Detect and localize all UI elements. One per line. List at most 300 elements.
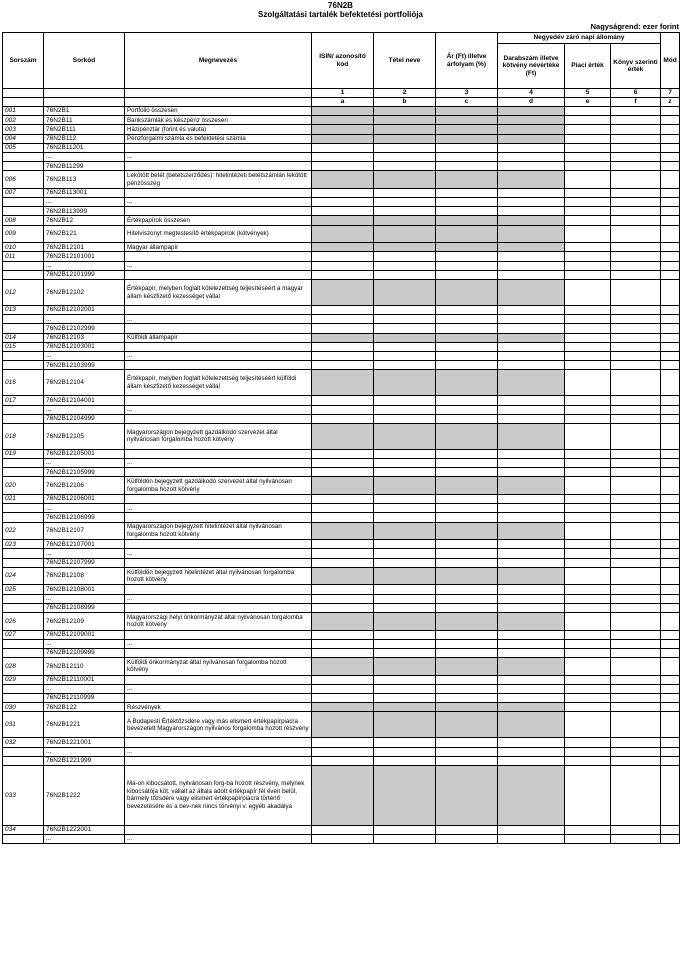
value-cell[interactable] [565, 116, 611, 125]
value-cell[interactable] [374, 630, 436, 639]
value-cell[interactable] [565, 756, 611, 765]
value-cell[interactable] [312, 712, 374, 738]
value-cell[interactable] [374, 513, 436, 522]
value-cell[interactable] [498, 423, 565, 449]
value-cell[interactable] [374, 747, 436, 756]
value-cell[interactable] [498, 370, 565, 396]
value-cell[interactable] [565, 351, 611, 360]
value-cell[interactable] [661, 765, 680, 825]
value-cell[interactable] [498, 143, 565, 152]
value-cell[interactable] [498, 198, 565, 207]
value-cell[interactable] [611, 280, 661, 306]
value-cell[interactable] [565, 107, 611, 116]
value-cell[interactable] [661, 261, 680, 270]
value-cell[interactable] [661, 134, 680, 143]
value-cell[interactable] [498, 513, 565, 522]
value-cell[interactable] [498, 125, 565, 134]
value-cell[interactable] [436, 495, 498, 504]
value-cell[interactable] [436, 558, 498, 567]
value-cell[interactable] [374, 648, 436, 657]
value-cell[interactable] [374, 504, 436, 513]
value-cell[interactable] [436, 152, 498, 161]
value-cell[interactable] [498, 567, 565, 585]
value-cell[interactable] [312, 684, 374, 693]
value-cell[interactable] [661, 243, 680, 252]
value-cell[interactable] [498, 765, 565, 825]
value-cell[interactable] [374, 324, 436, 333]
value-cell[interactable] [374, 207, 436, 216]
value-cell[interactable] [436, 116, 498, 125]
value-cell[interactable] [312, 351, 374, 360]
value-cell[interactable] [374, 270, 436, 279]
value-cell[interactable] [565, 648, 611, 657]
value-cell[interactable] [312, 207, 374, 216]
value-cell[interactable] [312, 585, 374, 594]
value-cell[interactable] [498, 703, 565, 712]
value-cell[interactable] [498, 405, 565, 414]
value-cell[interactable] [611, 152, 661, 161]
value-cell[interactable] [611, 513, 661, 522]
value-cell[interactable] [498, 738, 565, 747]
value-cell[interactable] [312, 116, 374, 125]
value-cell[interactable] [498, 280, 565, 306]
value-cell[interactable] [611, 143, 661, 152]
value-cell[interactable] [312, 694, 374, 703]
value-cell[interactable] [661, 675, 680, 684]
value-cell[interactable] [312, 171, 374, 189]
value-cell[interactable] [611, 270, 661, 279]
value-cell[interactable] [611, 603, 661, 612]
value-cell[interactable] [498, 459, 565, 468]
value-cell[interactable] [565, 495, 611, 504]
value-cell[interactable] [374, 468, 436, 477]
value-cell[interactable] [436, 261, 498, 270]
value-cell[interactable] [374, 423, 436, 449]
value-cell[interactable] [498, 449, 565, 458]
value-cell[interactable] [611, 558, 661, 567]
value-cell[interactable] [661, 280, 680, 306]
value-cell[interactable] [312, 333, 374, 342]
value-cell[interactable] [498, 270, 565, 279]
value-cell[interactable] [661, 630, 680, 639]
value-cell[interactable] [436, 513, 498, 522]
value-cell[interactable] [436, 270, 498, 279]
value-cell[interactable] [498, 207, 565, 216]
value-cell[interactable] [498, 834, 565, 843]
value-cell[interactable] [312, 658, 374, 676]
value-cell[interactable] [661, 361, 680, 370]
value-cell[interactable] [498, 648, 565, 657]
value-cell[interactable] [661, 116, 680, 125]
value-cell[interactable] [611, 198, 661, 207]
value-cell[interactable] [611, 361, 661, 370]
value-cell[interactable] [661, 324, 680, 333]
value-cell[interactable] [374, 252, 436, 261]
value-cell[interactable] [374, 333, 436, 342]
value-cell[interactable] [374, 449, 436, 458]
value-cell[interactable] [436, 342, 498, 351]
value-cell[interactable] [565, 504, 611, 513]
value-cell[interactable] [565, 834, 611, 843]
value-cell[interactable] [436, 594, 498, 603]
value-cell[interactable] [611, 468, 661, 477]
value-cell[interactable] [498, 639, 565, 648]
value-cell[interactable] [374, 825, 436, 834]
value-cell[interactable] [498, 504, 565, 513]
value-cell[interactable] [436, 459, 498, 468]
value-cell[interactable] [436, 280, 498, 306]
value-cell[interactable] [611, 171, 661, 189]
value-cell[interactable] [611, 459, 661, 468]
value-cell[interactable] [611, 495, 661, 504]
value-cell[interactable] [436, 361, 498, 370]
value-cell[interactable] [565, 459, 611, 468]
value-cell[interactable] [611, 351, 661, 360]
value-cell[interactable] [312, 756, 374, 765]
value-cell[interactable] [374, 261, 436, 270]
value-cell[interactable] [374, 603, 436, 612]
value-cell[interactable] [312, 125, 374, 134]
value-cell[interactable] [611, 567, 661, 585]
value-cell[interactable] [374, 459, 436, 468]
value-cell[interactable] [565, 162, 611, 171]
value-cell[interactable] [312, 225, 374, 243]
value-cell[interactable] [611, 315, 661, 324]
value-cell[interactable] [374, 712, 436, 738]
value-cell[interactable] [436, 125, 498, 134]
value-cell[interactable] [436, 143, 498, 152]
value-cell[interactable] [312, 449, 374, 458]
value-cell[interactable] [312, 513, 374, 522]
value-cell[interactable] [312, 522, 374, 540]
value-cell[interactable] [565, 198, 611, 207]
value-cell[interactable] [565, 188, 611, 197]
value-cell[interactable] [661, 252, 680, 261]
value-cell[interactable] [565, 630, 611, 639]
value-cell[interactable] [661, 143, 680, 152]
value-cell[interactable] [611, 449, 661, 458]
value-cell[interactable] [565, 694, 611, 703]
value-cell[interactable] [661, 703, 680, 712]
value-cell[interactable] [436, 414, 498, 423]
value-cell[interactable] [498, 171, 565, 189]
value-cell[interactable] [436, 324, 498, 333]
value-cell[interactable] [661, 504, 680, 513]
value-cell[interactable] [661, 747, 680, 756]
value-cell[interactable] [565, 280, 611, 306]
value-cell[interactable] [565, 225, 611, 243]
value-cell[interactable] [374, 315, 436, 324]
value-cell[interactable] [661, 423, 680, 449]
value-cell[interactable] [312, 468, 374, 477]
value-cell[interactable] [374, 116, 436, 125]
value-cell[interactable] [498, 351, 565, 360]
value-cell[interactable] [661, 684, 680, 693]
value-cell[interactable] [661, 540, 680, 549]
value-cell[interactable] [374, 396, 436, 405]
value-cell[interactable] [436, 567, 498, 585]
value-cell[interactable] [611, 414, 661, 423]
value-cell[interactable] [498, 107, 565, 116]
value-cell[interactable] [312, 152, 374, 161]
value-cell[interactable] [312, 280, 374, 306]
value-cell[interactable] [312, 143, 374, 152]
value-cell[interactable] [436, 648, 498, 657]
value-cell[interactable] [565, 324, 611, 333]
value-cell[interactable] [661, 513, 680, 522]
value-cell[interactable] [498, 540, 565, 549]
value-cell[interactable] [661, 171, 680, 189]
value-cell[interactable] [611, 585, 661, 594]
value-cell[interactable] [498, 630, 565, 639]
value-cell[interactable] [498, 414, 565, 423]
value-cell[interactable] [611, 125, 661, 134]
value-cell[interactable] [565, 639, 611, 648]
value-cell[interactable] [661, 585, 680, 594]
value-cell[interactable] [312, 134, 374, 143]
value-cell[interactable] [312, 188, 374, 197]
value-cell[interactable] [312, 370, 374, 396]
value-cell[interactable] [436, 396, 498, 405]
value-cell[interactable] [312, 612, 374, 630]
value-cell[interactable] [374, 306, 436, 315]
value-cell[interactable] [374, 125, 436, 134]
value-cell[interactable] [611, 342, 661, 351]
value-cell[interactable] [611, 747, 661, 756]
value-cell[interactable] [565, 540, 611, 549]
value-cell[interactable] [436, 504, 498, 513]
value-cell[interactable] [312, 162, 374, 171]
value-cell[interactable] [661, 414, 680, 423]
value-cell[interactable] [498, 261, 565, 270]
value-cell[interactable] [661, 333, 680, 342]
value-cell[interactable] [436, 612, 498, 630]
value-cell[interactable] [661, 405, 680, 414]
value-cell[interactable] [436, 333, 498, 342]
value-cell[interactable] [436, 756, 498, 765]
value-cell[interactable] [498, 603, 565, 612]
value-cell[interactable] [611, 675, 661, 684]
value-cell[interactable] [374, 162, 436, 171]
value-cell[interactable] [611, 694, 661, 703]
value-cell[interactable] [374, 107, 436, 116]
value-cell[interactable] [312, 540, 374, 549]
value-cell[interactable] [661, 738, 680, 747]
value-cell[interactable] [312, 361, 374, 370]
value-cell[interactable] [436, 370, 498, 396]
value-cell[interactable] [312, 639, 374, 648]
value-cell[interactable] [498, 594, 565, 603]
value-cell[interactable] [611, 423, 661, 449]
value-cell[interactable] [498, 522, 565, 540]
value-cell[interactable] [498, 324, 565, 333]
value-cell[interactable] [565, 152, 611, 161]
value-cell[interactable] [565, 216, 611, 225]
value-cell[interactable] [374, 477, 436, 495]
value-cell[interactable] [312, 648, 374, 657]
value-cell[interactable] [312, 603, 374, 612]
value-cell[interactable] [565, 612, 611, 630]
value-cell[interactable] [436, 585, 498, 594]
value-cell[interactable] [565, 171, 611, 189]
value-cell[interactable] [565, 243, 611, 252]
value-cell[interactable] [374, 414, 436, 423]
value-cell[interactable] [611, 333, 661, 342]
value-cell[interactable] [498, 243, 565, 252]
value-cell[interactable] [611, 261, 661, 270]
value-cell[interactable] [436, 694, 498, 703]
value-cell[interactable] [661, 712, 680, 738]
value-cell[interactable] [611, 594, 661, 603]
value-cell[interactable] [565, 594, 611, 603]
value-cell[interactable] [565, 567, 611, 585]
value-cell[interactable] [498, 675, 565, 684]
value-cell[interactable] [611, 639, 661, 648]
value-cell[interactable] [436, 712, 498, 738]
value-cell[interactable] [312, 396, 374, 405]
value-cell[interactable] [312, 414, 374, 423]
value-cell[interactable] [661, 459, 680, 468]
value-cell[interactable] [611, 765, 661, 825]
value-cell[interactable] [661, 603, 680, 612]
value-cell[interactable] [436, 477, 498, 495]
value-cell[interactable] [498, 342, 565, 351]
value-cell[interactable] [374, 658, 436, 676]
value-cell[interactable] [498, 495, 565, 504]
value-cell[interactable] [436, 747, 498, 756]
value-cell[interactable] [661, 756, 680, 765]
value-cell[interactable] [611, 703, 661, 712]
value-cell[interactable] [436, 549, 498, 558]
value-cell[interactable] [374, 694, 436, 703]
value-cell[interactable] [565, 558, 611, 567]
value-cell[interactable] [312, 747, 374, 756]
value-cell[interactable] [661, 107, 680, 116]
value-cell[interactable] [565, 396, 611, 405]
value-cell[interactable] [611, 648, 661, 657]
value-cell[interactable] [374, 495, 436, 504]
value-cell[interactable] [565, 405, 611, 414]
value-cell[interactable] [661, 468, 680, 477]
value-cell[interactable] [312, 306, 374, 315]
value-cell[interactable] [312, 630, 374, 639]
value-cell[interactable] [312, 765, 374, 825]
value-cell[interactable] [661, 825, 680, 834]
value-cell[interactable] [498, 396, 565, 405]
value-cell[interactable] [565, 315, 611, 324]
value-cell[interactable] [565, 134, 611, 143]
value-cell[interactable] [565, 270, 611, 279]
value-cell[interactable] [611, 612, 661, 630]
value-cell[interactable] [498, 549, 565, 558]
value-cell[interactable] [312, 252, 374, 261]
value-cell[interactable] [611, 738, 661, 747]
value-cell[interactable] [436, 630, 498, 639]
value-cell[interactable] [374, 558, 436, 567]
value-cell[interactable] [312, 423, 374, 449]
value-cell[interactable] [661, 370, 680, 396]
value-cell[interactable] [374, 522, 436, 540]
value-cell[interactable] [436, 765, 498, 825]
value-cell[interactable] [611, 162, 661, 171]
value-cell[interactable] [436, 107, 498, 116]
value-cell[interactable] [312, 243, 374, 252]
value-cell[interactable] [498, 134, 565, 143]
value-cell[interactable] [312, 107, 374, 116]
value-cell[interactable] [312, 477, 374, 495]
value-cell[interactable] [565, 125, 611, 134]
value-cell[interactable] [498, 333, 565, 342]
value-cell[interactable] [436, 825, 498, 834]
value-cell[interactable] [374, 675, 436, 684]
value-cell[interactable] [661, 612, 680, 630]
value-cell[interactable] [312, 738, 374, 747]
value-cell[interactable] [565, 658, 611, 676]
value-cell[interactable] [611, 188, 661, 197]
value-cell[interactable] [374, 756, 436, 765]
value-cell[interactable] [661, 162, 680, 171]
value-cell[interactable] [374, 134, 436, 143]
value-cell[interactable] [611, 116, 661, 125]
value-cell[interactable] [436, 252, 498, 261]
value-cell[interactable] [611, 324, 661, 333]
value-cell[interactable] [565, 825, 611, 834]
value-cell[interactable] [374, 361, 436, 370]
value-cell[interactable] [374, 765, 436, 825]
value-cell[interactable] [565, 252, 611, 261]
value-cell[interactable] [498, 694, 565, 703]
value-cell[interactable] [611, 834, 661, 843]
value-cell[interactable] [661, 495, 680, 504]
value-cell[interactable] [498, 585, 565, 594]
value-cell[interactable] [565, 414, 611, 423]
value-cell[interactable] [312, 825, 374, 834]
value-cell[interactable] [661, 125, 680, 134]
value-cell[interactable] [498, 306, 565, 315]
value-cell[interactable] [565, 207, 611, 216]
value-cell[interactable] [565, 306, 611, 315]
value-cell[interactable] [498, 684, 565, 693]
value-cell[interactable] [565, 370, 611, 396]
value-cell[interactable] [312, 198, 374, 207]
value-cell[interactable] [374, 834, 436, 843]
value-cell[interactable] [498, 152, 565, 161]
value-cell[interactable] [565, 513, 611, 522]
value-cell[interactable] [498, 558, 565, 567]
value-cell[interactable] [661, 351, 680, 360]
value-cell[interactable] [565, 361, 611, 370]
value-cell[interactable] [611, 134, 661, 143]
value-cell[interactable] [436, 603, 498, 612]
value-cell[interactable] [498, 747, 565, 756]
value-cell[interactable] [565, 143, 611, 152]
value-cell[interactable] [374, 594, 436, 603]
value-cell[interactable] [498, 361, 565, 370]
value-cell[interactable] [374, 198, 436, 207]
value-cell[interactable] [436, 684, 498, 693]
value-cell[interactable] [661, 567, 680, 585]
value-cell[interactable] [436, 134, 498, 143]
value-cell[interactable] [436, 198, 498, 207]
value-cell[interactable] [661, 658, 680, 676]
value-cell[interactable] [498, 756, 565, 765]
value-cell[interactable] [312, 324, 374, 333]
value-cell[interactable] [436, 315, 498, 324]
value-cell[interactable] [374, 188, 436, 197]
value-cell[interactable] [312, 504, 374, 513]
value-cell[interactable] [436, 738, 498, 747]
value-cell[interactable] [374, 280, 436, 306]
